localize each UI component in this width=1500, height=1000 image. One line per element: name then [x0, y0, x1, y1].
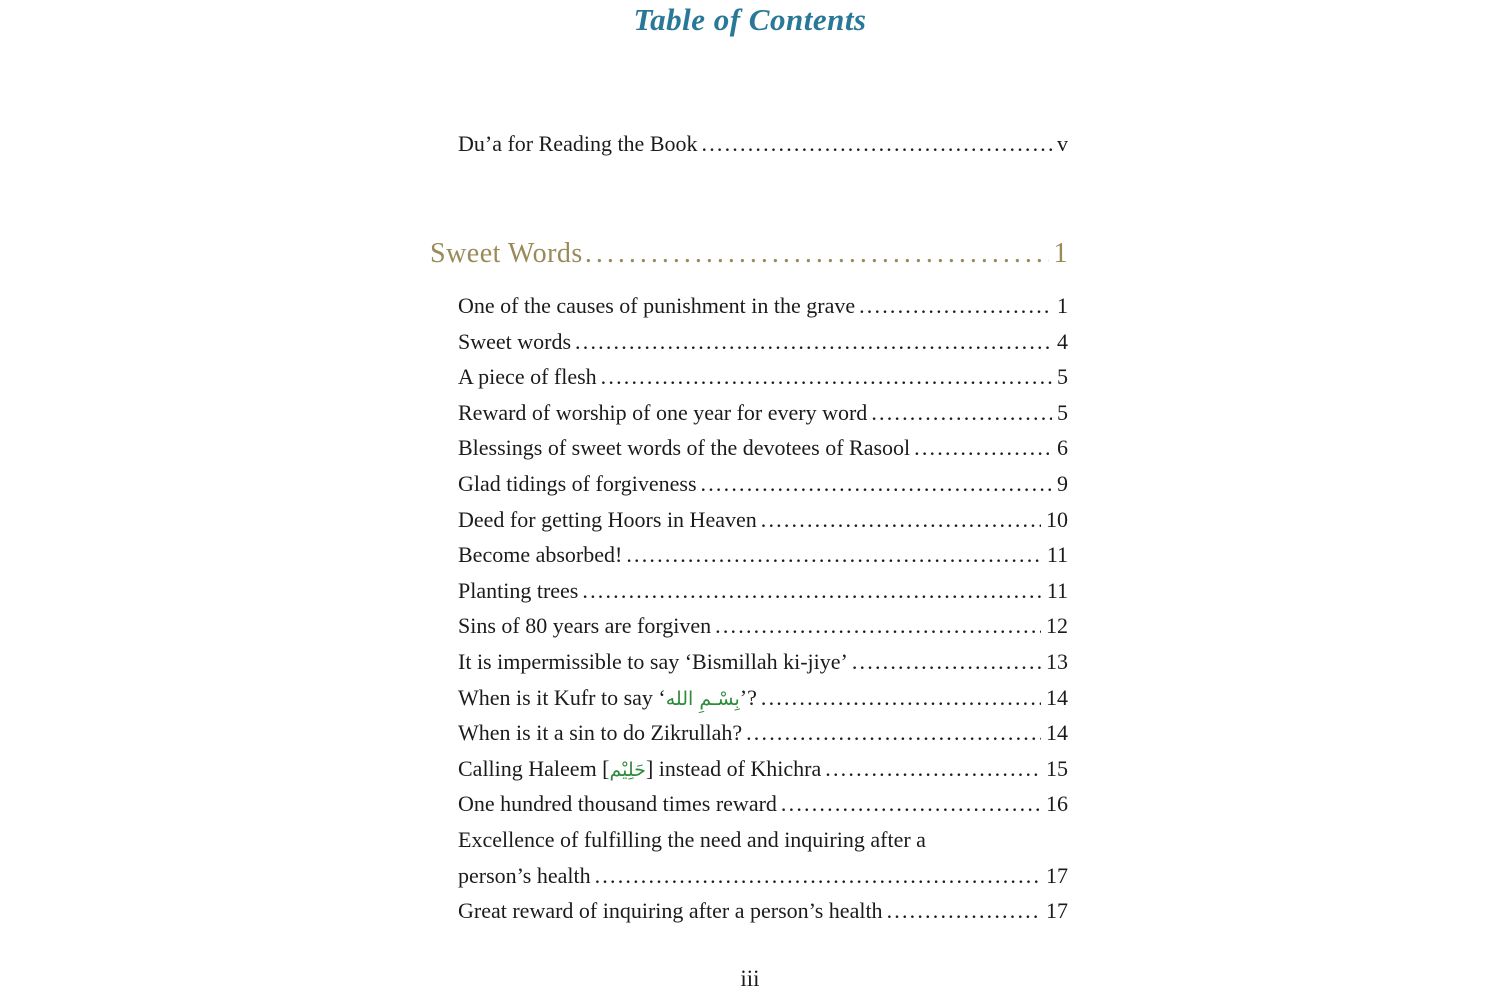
- toc-entry-label: One of the causes of punishment in the grave: [458, 293, 856, 318]
- dot-leader: [825, 751, 1041, 787]
- section-heading-label: Sweet Words: [430, 238, 583, 269]
- toc-entry-page: 14: [1046, 684, 1068, 710]
- toc-entry-label: Glad tidings of forgiveness: [458, 470, 697, 496]
- toc-entry-page: 17: [1046, 862, 1068, 888]
- toc-entry-row-haleem[interactable]: [458, 751, 1068, 787]
- dot-leader: [746, 715, 1041, 751]
- toc-entry-row[interactable]: [458, 359, 1068, 395]
- toc-entry-row[interactable]: [458, 324, 1068, 360]
- dot-leader: [761, 680, 1041, 716]
- toc-entry-label: Blessings of sweet words of the devotees of Rasool: [458, 435, 911, 461]
- dot-leader: [595, 858, 1041, 894]
- toc-entry-row[interactable]: [458, 715, 1068, 751]
- toc-entry-page: 14: [1046, 720, 1068, 746]
- arabic-bismillah-text: بِسْـمِ الله: [665, 687, 740, 710]
- toc-entry-page: 5: [1057, 364, 1068, 390]
- dot-leader: [887, 893, 1041, 929]
- toc-entry-label: When is it a sin to do Zikrullah?: [458, 720, 743, 746]
- toc-entry-label: Planting trees: [458, 577, 579, 603]
- dot-leader: [715, 608, 1041, 644]
- dot-leader: [575, 324, 1052, 360]
- toc-entry-page: 17: [1046, 898, 1068, 924]
- toc-entry-page: 11: [1046, 542, 1068, 568]
- toc-entry-label: Sweet words: [458, 328, 572, 354]
- arabic-haleem-text: حَلِيْم: [609, 758, 646, 781]
- toc-entry-page: 1: [1057, 293, 1068, 318]
- toc-entry-row[interactable]: [458, 573, 1068, 609]
- label-suffix: ] instead of Khichra: [645, 755, 822, 781]
- toc-entry-page: 13: [1046, 648, 1068, 674]
- dot-leader: [761, 502, 1041, 538]
- folio-page-number: iii: [740, 966, 760, 991]
- dot-leader: [859, 288, 1052, 324]
- toc-entry-label: [458, 751, 821, 789]
- toc-entry-page: 9: [1057, 470, 1068, 496]
- toc-entry-page: 11: [1046, 577, 1068, 603]
- toc-entry-row[interactable]: [458, 644, 1068, 680]
- toc-entry-label: It is impermissible to say ‘Bismillah ki-jiye’: [458, 648, 848, 674]
- toc-entry-label: Become absorbed!: [458, 542, 623, 568]
- toc-entry-list: [458, 288, 1068, 929]
- dot-leader: [871, 395, 1052, 431]
- toc-entry-label: person’s health: [458, 862, 591, 888]
- toc-entry-row-wrap-line2[interactable]: [458, 858, 1068, 894]
- toc-entry-row[interactable]: [458, 502, 1068, 538]
- page-title: Table of Contents: [633, 2, 867, 37]
- toc-entry-label: A piece of flesh: [458, 364, 597, 390]
- label-prefix: When is it Kufr to say ‘: [458, 684, 666, 710]
- toc-entry-page: 16: [1046, 791, 1068, 817]
- dot-leader: [781, 786, 1041, 822]
- toc-entry-row[interactable]: [458, 893, 1068, 929]
- toc-entry-row[interactable]: [458, 608, 1068, 644]
- toc-entry-label: Great reward of inquiring after a person’s health: [458, 898, 883, 924]
- toc-entry-page: 4: [1057, 328, 1068, 354]
- dot-leader: [585, 231, 1049, 277]
- toc-entry-row[interactable]: [458, 786, 1068, 822]
- toc-entry-page: 10: [1046, 506, 1068, 532]
- toc-entry-label: Reward of worship of one year for every word: [458, 399, 868, 425]
- section-heading-page: 1: [1053, 238, 1068, 269]
- toc-entry-row[interactable]: [458, 430, 1068, 466]
- toc-entry-page: 12: [1046, 613, 1068, 639]
- toc-entry-label: Du’a for Reading the Book: [458, 131, 698, 156]
- toc-entry-row[interactable]: [458, 537, 1068, 573]
- toc-entry-label: Excellence of fulfilling the need and inquiring after a: [458, 826, 926, 852]
- dot-leader: [852, 644, 1041, 680]
- dot-leader: [701, 466, 1052, 502]
- toc-entry-row[interactable]: [458, 288, 1068, 324]
- toc-entry-label: Sins of 80 years are forgiven: [458, 613, 712, 639]
- toc-entry-row[interactable]: [458, 395, 1068, 431]
- dot-leader: [702, 126, 1053, 162]
- toc-entry-page: 6: [1057, 435, 1068, 461]
- toc-entry-label: One hundred thousand times reward: [458, 791, 777, 817]
- label-suffix: ’?: [739, 684, 757, 710]
- toc-entry-page: 5: [1057, 399, 1068, 425]
- toc-entry-dua[interactable]: [458, 126, 1068, 162]
- dot-leader: [914, 430, 1052, 466]
- dot-leader: [582, 573, 1041, 609]
- toc-entry-label: Deed for getting Hoors in Heaven: [458, 506, 757, 532]
- toc-entry-row-wrap-line1[interactable]: [458, 822, 1068, 858]
- section-heading-sweet-words[interactable]: [430, 231, 1068, 277]
- dot-leader: [601, 359, 1052, 395]
- toc-entry-row-kufr[interactable]: [458, 680, 1068, 716]
- toc-entry-row[interactable]: [458, 466, 1068, 502]
- label-prefix: Calling Haleem [: [458, 755, 610, 781]
- toc-entry-page: 15: [1046, 755, 1068, 781]
- dot-leader: [626, 537, 1041, 573]
- toc-entry-page: v: [1057, 131, 1068, 156]
- toc-entry-label: [458, 680, 757, 718]
